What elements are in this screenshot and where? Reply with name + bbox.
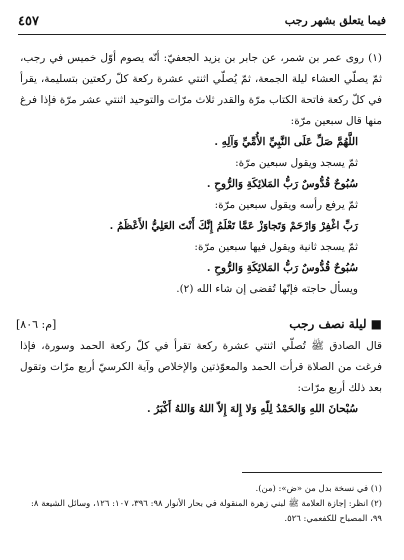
dua-1: اللَّهُمَّ صَلِّ عَلَى النَّبِيِّ الأُمِّيِّ وَآلِهِ . <box>214 136 358 148</box>
footnote-2: (٢) انظر: إجازة العلامة ﷺ لبني زهرة المنقولة في بحار الأنوار ٩٨: ٣٩٦، ١٠٧: ١٢٦، وسائل الشيعة ٨: ٩٩، المصباح للكفعمي: ٥٢٦. <box>31 499 382 524</box>
page-header <box>18 12 386 35</box>
dua-4: سُبُوحٌ قُدُّوسٌ رَبُّ المَلائِكَةِ وَالرُّوحِ . <box>206 262 358 274</box>
intro-paragraph: (١) روى عمر بن شمر، عن جابر بن يزيد الجعفيّ: أنّه يصوم أوّل خميس في رجب، ثمّ يصلّي العشاء ليلة الجمعة، ثمّ يُصلّي اثنتي عشرة ركعة كلّ ركعتين بتسليمة، يقرأ في كلّ ركعة فاتحة الكتاب مرّة والقدر ثلاث مرّات والتوحيد اثنتي عشر مرّة فإذا فرغ منها قال سبعين مرّة: <box>20 52 382 127</box>
footnote-1: (١) في نسخة بدل من «ض»: (من). <box>255 484 382 494</box>
section-title: ■ ليلة نصف رجب <box>289 317 382 331</box>
footnotes <box>20 482 382 527</box>
page-body <box>16 48 382 420</box>
section-title-text: ليلة نصف رجب <box>289 317 367 331</box>
dua-2: سُبُوحٌ قُدُّوسٌ رَبُّ المَلائِكَةِ وَالرُّوحِ . <box>206 178 358 190</box>
instruction-4: ثمّ يسجد ثانية ويقول فيها سبعين مرّة: <box>194 241 358 253</box>
instruction-2: ثمّ يسجد ويقول سبعين مرّة: <box>235 157 358 169</box>
section2-dua: سُبْحانَ اللهِ وَالحَمْدُ لِلّهِ وَلا إِلهَ إِلاّ اللهُ وَاللهُ أَكْبَرُ . <box>146 403 358 415</box>
section-heading-row <box>16 314 382 336</box>
margin-marker: [م: ٨٠٦] <box>16 318 57 331</box>
dua-3: رَبِّ اغْفِرْ وَارْحَمْ وَتَجاوَزْ عَمَّا تَعْلَمُ إِنَّكَ أَنْتَ العَلِيُّ الأَعْظَمُ . <box>109 220 358 232</box>
page-number: ٤٥٧ <box>18 14 39 29</box>
instruction-3: ثمّ يرفع رأسه ويقول سبعين مرّة: <box>214 199 358 211</box>
instruction-5: ويسأل حاجته فإنّها تُقضى إن شاء الله (٢). <box>176 283 358 295</box>
footnote-separator <box>242 472 382 473</box>
running-title: فيما يتعلق بشهر رجب <box>284 14 386 27</box>
section2-paragraph: قال الصادق ﷺ تُصلّي اثنتي عشرة ركعة تقرأ في كلّ ركعة الحمد وسورة، فإذا فرغت من الصلاة قرأت الحمد والمعوّذتين والإخلاص وآية الكرسيّ أربع مرّات وتقول بعد ذلك أربع مرّات: <box>20 340 382 394</box>
